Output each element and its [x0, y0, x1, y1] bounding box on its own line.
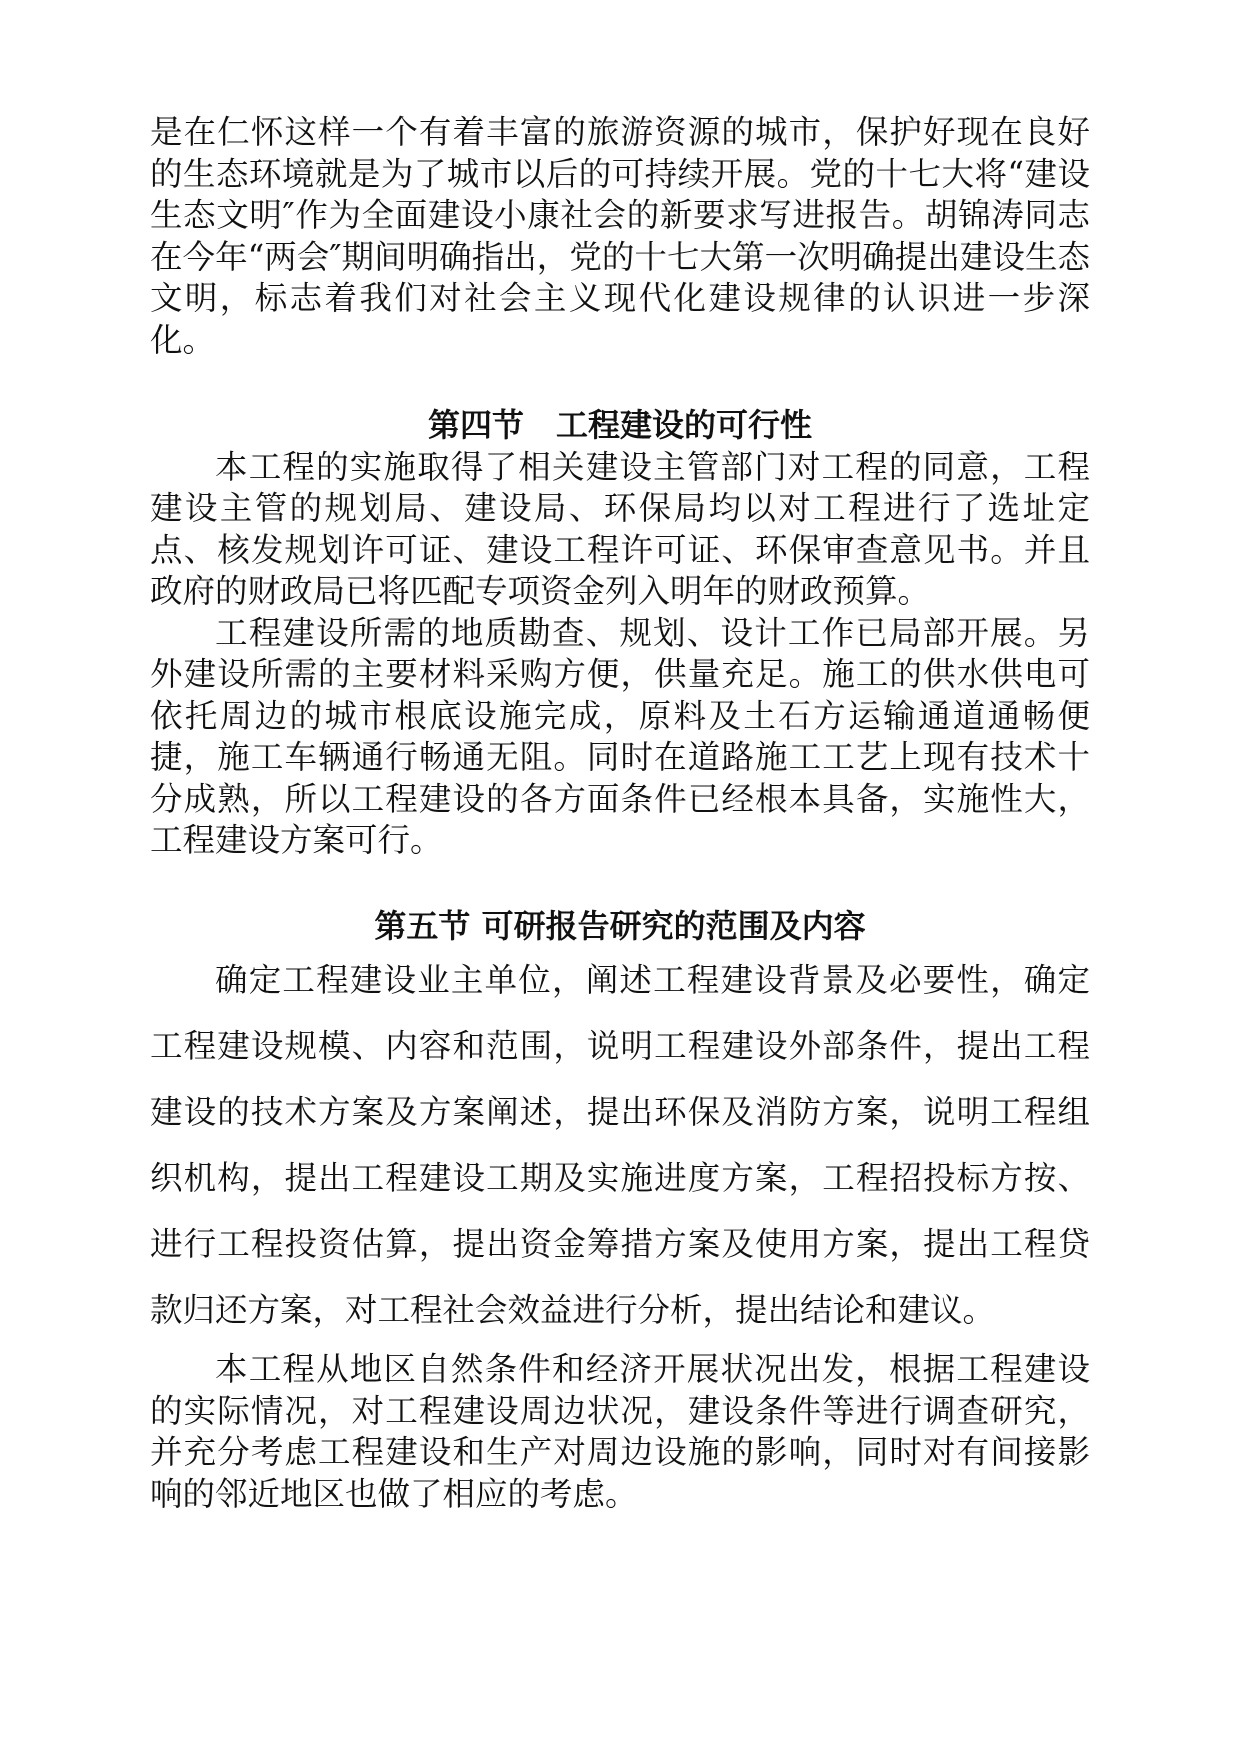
section-4-heading: 第四节 工程建设的可行性 [427, 406, 812, 444]
section-5-paragraph-2: 本工程从地区自然条件和经济开展状况出发，根据工程建设的实际情况，对工程建设周边状况，建设条件等进行调查研究，并充分考虑工程建设和生产对周边设施的影响，同时对有间接影响的邻近地区也做了相应的考虑。 [150, 1350, 1090, 1513]
document-page [150, 112, 1090, 1515]
section-4-paragraph-2: 工程建设所需的地质勘查、规划、设计工作已局部开展。另外建设所需的主要材料采购方便，供量充足。施工的供水供电可依托周边的城市根底设施完成，原料及土石方运输通道通畅便捷，施工车辆通行畅通无阻。同时在道路施工工艺上现有技术十分成熟，所以工程建设的各方面条件已经根本具备，实施性大，工程建设方案可行。 [150, 613, 1090, 859]
section-5-heading: 第五节 可研报告研究的范围及内容 [374, 906, 866, 945]
intro-paragraph: 是在仁怀这样一个有着丰富的旅游资源的城市，保护好现在良好的生态环境就是为了城市以后的可持续开展。党的十七大将“建设生态文明″作为全面建设小康社会的新要求写进报告。胡锦涛同志在今年“两会″期间明确指出，党的十七大第一次明确提出建设生态文明，标志着我们对社会主义现代化建设规律的认识进一步深化。 [150, 113, 1090, 359]
section-4-paragraph-1: 本工程的实施取得了相关建设主管部门对工程的同意，工程建设主管的规划局、建设局、环保局均以对工程进行了选址定点、核发规划许可证、建设工程许可证、环保审查意见书。并且政府的财政局已将匹配专项资金列入明年的财政预算。 [150, 447, 1090, 610]
section-5-paragraph-1: 确定工程建设业主单位，阐述工程建设背景及必要性，确定工程建设规模、内容和范围，说明工程建设外部条件，提出工程建设的技术方案及方案阐述，提出环保及消防方案，说明工程组织机构，提出工程建设工期及实施进度方案，工程招投标方按、进行工程投资估算，提出资金筹措方案及使用方案，提出工程贷款归还方案，对工程社会效益进行分析，提出结论和建议。 [150, 961, 1090, 1329]
